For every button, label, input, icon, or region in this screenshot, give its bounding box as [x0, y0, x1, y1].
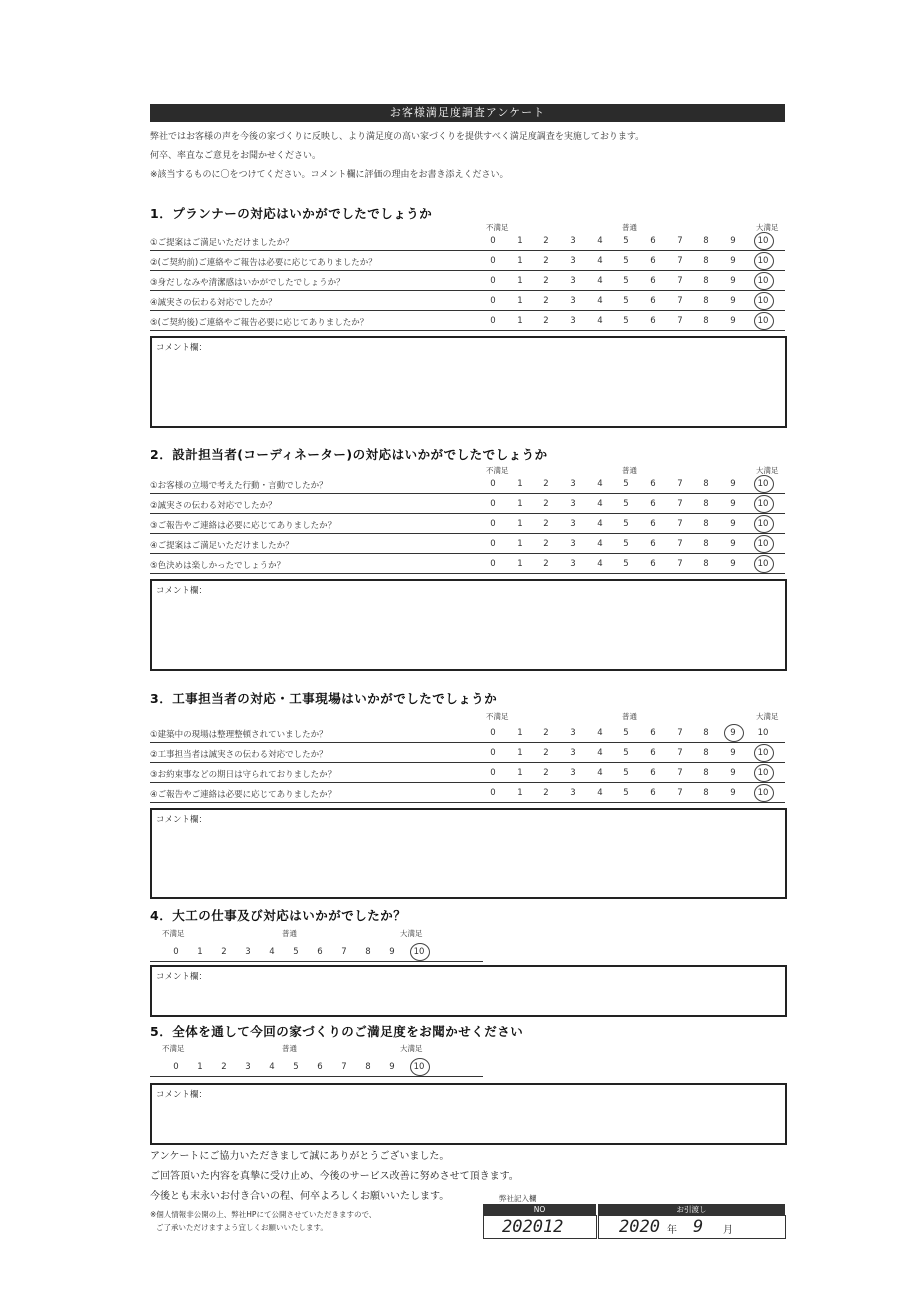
- rating-option-8[interactable]: 8: [703, 236, 709, 246]
- rating-option-3[interactable]: 3: [570, 296, 576, 306]
- rating-option-8[interactable]: 8: [703, 768, 709, 778]
- rating-option-5[interactable]: 5: [623, 768, 629, 778]
- section-4-high-label: 大満足: [400, 929, 423, 938]
- rating-option-1[interactable]: 1: [517, 499, 523, 509]
- question-text: ①ご提案はご満足いただけましたか？: [150, 238, 294, 248]
- rating-option-5[interactable]: 5: [623, 499, 629, 509]
- rating-option-8[interactable]: 8: [703, 256, 709, 266]
- question-row: [150, 783, 785, 803]
- question-text: ②誠実さの伝わる対応でしたか？: [150, 501, 277, 511]
- rating-option-7[interactable]: 7: [341, 1062, 347, 1072]
- question-text: ④誠実さの伝わる対応でしたか？: [150, 298, 277, 308]
- rating-option-3[interactable]: 3: [570, 499, 576, 509]
- rating-option-1[interactable]: 1: [517, 316, 523, 326]
- rating-option-6[interactable]: 6: [650, 316, 656, 326]
- footer-regards: 今後とも末永いお付き合いの程、何卒よろしくお願いいたします。: [150, 1191, 450, 1202]
- rating-option-7[interactable]: 7: [677, 479, 683, 489]
- rating-option-8[interactable]: 8: [365, 947, 371, 957]
- section-2-comment-box[interactable]: [150, 579, 787, 671]
- rating-option-8[interactable]: 8: [703, 519, 709, 529]
- rating-option-6[interactable]: 6: [650, 296, 656, 306]
- rating-option-7[interactable]: 7: [677, 539, 683, 549]
- rating-option-9[interactable]: 9: [730, 276, 736, 286]
- question-row: [150, 534, 785, 554]
- rating-option-1[interactable]: 1: [517, 768, 523, 778]
- rating-option-3[interactable]: 3: [245, 947, 251, 957]
- rating-option-6[interactable]: 6: [650, 519, 656, 529]
- rating-option-2[interactable]: 2: [543, 236, 549, 246]
- rating-option-4[interactable]: 4: [597, 748, 603, 758]
- rating-option-4[interactable]: 4: [597, 728, 603, 738]
- rating-option-10[interactable]: 10: [757, 479, 769, 489]
- rating-option-0[interactable]: 0: [173, 947, 179, 957]
- rating-option-1[interactable]: 1: [197, 947, 203, 957]
- rating-option-1[interactable]: 1: [517, 479, 523, 489]
- rating-option-10[interactable]: 10: [757, 559, 769, 569]
- office-use-label: 弊社記入欄: [499, 1194, 537, 1203]
- rating-option-1[interactable]: 1: [517, 559, 523, 569]
- rating-option-6[interactable]: 6: [317, 1062, 323, 1072]
- rating-option-5[interactable]: 5: [623, 276, 629, 286]
- selected-rating-circle: [754, 784, 774, 802]
- rating-option-6[interactable]: 6: [650, 748, 656, 758]
- rating-option-4[interactable]: 4: [269, 947, 275, 957]
- rating-option-9[interactable]: 9: [389, 947, 395, 957]
- rating-option-6[interactable]: 6: [317, 947, 323, 957]
- section-3-mid-label: 普通: [622, 712, 637, 721]
- rating-option-1[interactable]: 1: [517, 539, 523, 549]
- rating-option-7[interactable]: 7: [677, 559, 683, 569]
- rating-option-2[interactable]: 2: [543, 728, 549, 738]
- rating-option-5[interactable]: 5: [293, 1062, 299, 1072]
- question-row: [150, 494, 785, 514]
- rating-option-0[interactable]: 0: [490, 296, 496, 306]
- rating-option-1[interactable]: 1: [197, 1062, 203, 1072]
- rating-option-10[interactable]: 10: [757, 316, 769, 326]
- rating-option-2[interactable]: 2: [543, 499, 549, 509]
- rating-option-4[interactable]: 4: [597, 296, 603, 306]
- question-text: ④ご報告やご連絡は必要に応じてありましたか？: [150, 790, 337, 800]
- rating-option-3[interactable]: 3: [570, 768, 576, 778]
- selected-rating-circle: [754, 555, 774, 573]
- rating-option-8[interactable]: 8: [703, 748, 709, 758]
- rating-option-8[interactable]: 8: [703, 728, 709, 738]
- selected-rating-circle: [754, 744, 774, 762]
- rating-option-10[interactable]: 10: [757, 236, 769, 246]
- question-text: ⑤色決めは楽しかったでしょうか？: [150, 561, 286, 571]
- selected-rating-circle: [410, 1058, 430, 1076]
- footer-improve: ご回答頂いた内容を真摯に受け止め、今後のサービス改善に努めさせて頂きます。: [150, 1171, 519, 1182]
- rating-option-3[interactable]: 3: [570, 788, 576, 798]
- selected-rating-circle: [410, 943, 430, 961]
- section-1-comment-box[interactable]: [150, 336, 787, 428]
- section-4-comment-box[interactable]: [150, 965, 787, 1017]
- rating-option-2[interactable]: 2: [543, 256, 549, 266]
- intro-line-3: ※該当するものに〇をつけてください。コメント欄に評価の理由をお書き添えください。: [150, 170, 509, 180]
- no-field[interactable]: [483, 1215, 597, 1239]
- rating-option-7[interactable]: 7: [677, 296, 683, 306]
- rating-option-4[interactable]: 4: [597, 539, 603, 549]
- question-row: [150, 514, 785, 534]
- selected-rating-circle: [754, 272, 774, 290]
- selected-rating-circle: [754, 764, 774, 782]
- section-2-mid-label: 普通: [622, 466, 637, 475]
- rating-option-10[interactable]: 10: [757, 768, 769, 778]
- rating-option-7[interactable]: 7: [677, 519, 683, 529]
- rating-option-5[interactable]: 5: [293, 947, 299, 957]
- rating-option-4[interactable]: 4: [597, 559, 603, 569]
- rating-option-3[interactable]: 3: [570, 256, 576, 266]
- no-value: 202012: [502, 1217, 564, 1237]
- question-text: ⑤(ご契約後)ご連絡やご報告必要に応じてありましたか？: [150, 318, 369, 328]
- section-5-low-label: 不満足: [162, 1044, 185, 1053]
- rating-option-4[interactable]: 4: [597, 256, 603, 266]
- comment-label: コメント欄：: [156, 1090, 208, 1100]
- comment-label: コメント欄：: [156, 972, 208, 982]
- rating-option-1[interactable]: 1: [517, 728, 523, 738]
- rating-option-5[interactable]: 5: [623, 748, 629, 758]
- section-4-mid-label: 普通: [282, 929, 297, 938]
- rating-option-3[interactable]: 3: [570, 316, 576, 326]
- rating-option-9[interactable]: 9: [730, 479, 736, 489]
- privacy-note-2: ご了承いただけますよう宜しくお願いいたします。: [156, 1223, 328, 1232]
- section-2-title: 2．設計担当者(コーディネーター)の対応はいかがでしたでしょうか: [150, 447, 548, 462]
- rating-option-4[interactable]: 4: [597, 316, 603, 326]
- rating-option-10[interactable]: 10: [757, 499, 769, 509]
- section-3-high-label: 大満足: [756, 712, 779, 721]
- question-row: [150, 231, 785, 251]
- section-1-mid-label: 普通: [622, 223, 637, 232]
- rating-option-10[interactable]: 10: [757, 788, 769, 798]
- rating-option-3[interactable]: 3: [570, 748, 576, 758]
- month-unit: 月: [723, 1225, 733, 1236]
- rating-option-0[interactable]: 0: [490, 316, 496, 326]
- rating-option-0[interactable]: 0: [490, 256, 496, 266]
- rating-option-6[interactable]: 6: [650, 788, 656, 798]
- rating-option-3[interactable]: 3: [570, 728, 576, 738]
- rating-option-1[interactable]: 1: [517, 256, 523, 266]
- rating-option-10[interactable]: 10: [757, 256, 769, 266]
- rating-option-9[interactable]: 9: [730, 256, 736, 266]
- question-text: ③身だしなみや清潔感はいかがでしたでしょうか？: [150, 278, 345, 288]
- rating-option-10[interactable]: 10: [413, 947, 425, 957]
- question-row: [150, 311, 785, 331]
- rating-option-6[interactable]: 6: [650, 728, 656, 738]
- rating-option-6[interactable]: 6: [650, 559, 656, 569]
- rating-option-2[interactable]: 2: [543, 276, 549, 286]
- rating-option-10[interactable]: 10: [413, 1062, 425, 1072]
- question-text: ②工事担当者は誠実さの伝わる対応でしたか？: [150, 750, 328, 760]
- selected-rating-circle: [724, 724, 744, 742]
- rating-option-4[interactable]: 4: [597, 519, 603, 529]
- rating-option-4[interactable]: 4: [597, 479, 603, 489]
- rating-option-5[interactable]: 5: [623, 296, 629, 306]
- rating-option-9[interactable]: 9: [730, 316, 736, 326]
- selected-rating-circle: [754, 292, 774, 310]
- selected-rating-circle: [754, 232, 774, 250]
- question-text: ②(ご契約前)ご連絡やご報告は必要に応じてありましたか？: [150, 258, 377, 268]
- rating-option-3[interactable]: 3: [570, 236, 576, 246]
- rating-option-5[interactable]: 5: [623, 728, 629, 738]
- rating-option-3[interactable]: 3: [245, 1062, 251, 1072]
- rating-option-7[interactable]: 7: [677, 748, 683, 758]
- rating-option-10[interactable]: 10: [757, 519, 769, 529]
- rating-option-0[interactable]: 0: [490, 479, 496, 489]
- rating-option-5[interactable]: 5: [623, 256, 629, 266]
- rating-option-1[interactable]: 1: [517, 296, 523, 306]
- rating-option-9[interactable]: 9: [730, 539, 736, 549]
- year-unit: 年: [667, 1225, 677, 1236]
- rating-option-2[interactable]: 2: [543, 559, 549, 569]
- rating-option-2[interactable]: 2: [543, 296, 549, 306]
- rating-option-9[interactable]: 9: [730, 748, 736, 758]
- selected-rating-circle: [754, 312, 774, 330]
- rating-option-8[interactable]: 8: [703, 559, 709, 569]
- rating-option-2[interactable]: 2: [543, 519, 549, 529]
- rating-option-0[interactable]: 0: [173, 1062, 179, 1072]
- section-2-low-label: 不満足: [486, 466, 509, 475]
- rating-option-10[interactable]: 10: [757, 296, 769, 306]
- rating-option-3[interactable]: 3: [570, 479, 576, 489]
- rating-option-7[interactable]: 7: [677, 728, 683, 738]
- rating-option-10[interactable]: 10: [757, 539, 769, 549]
- section-3-comment-box[interactable]: [150, 808, 787, 899]
- question-text: ③お約束事などの期日は守られておりましたか？: [150, 770, 337, 780]
- rating-option-7[interactable]: 7: [677, 768, 683, 778]
- rating-option-2[interactable]: 2: [221, 1062, 227, 1072]
- rating-option-9[interactable]: 9: [389, 1062, 395, 1072]
- section-2-high-label: 大満足: [756, 466, 779, 475]
- rating-option-8[interactable]: 8: [703, 539, 709, 549]
- rating-option-8[interactable]: 8: [703, 479, 709, 489]
- rating-option-2[interactable]: 2: [543, 316, 549, 326]
- rating-option-5[interactable]: 5: [623, 316, 629, 326]
- section-3-title: 3．工事担当者の対応・工事現場はいかがでしたでしょうか: [150, 691, 498, 706]
- section-5-comment-box[interactable]: [150, 1083, 787, 1145]
- rating-option-7[interactable]: 7: [677, 276, 683, 286]
- rating-option-9[interactable]: 9: [730, 296, 736, 306]
- section-3-low-label: 不満足: [486, 712, 509, 721]
- rating-option-4[interactable]: 4: [597, 276, 603, 286]
- rating-option-9[interactable]: 9: [730, 499, 736, 509]
- question-row: [150, 251, 785, 271]
- section-5-high-label: 大満足: [400, 1044, 423, 1053]
- rating-option-8[interactable]: 8: [703, 316, 709, 326]
- rating-option-0[interactable]: 0: [490, 539, 496, 549]
- rating-option-8[interactable]: 8: [703, 499, 709, 509]
- intro-line-1: 弊社ではお客様の声を今後の家づくりに反映し、より満足度の高い家づくりを提供すべく満足度調査を実施しております。: [150, 132, 645, 142]
- rating-option-7[interactable]: 7: [677, 788, 683, 798]
- rating-option-4[interactable]: 4: [597, 788, 603, 798]
- rating-option-0[interactable]: 0: [490, 728, 496, 738]
- rating-option-8[interactable]: 8: [365, 1062, 371, 1072]
- selected-rating-circle: [754, 475, 774, 493]
- rating-option-2[interactable]: 2: [543, 788, 549, 798]
- rating-option-9[interactable]: 9: [730, 728, 736, 738]
- footer-thanks: アンケートにご協力いただきまして誠にありがとうございました。: [150, 1151, 450, 1162]
- rating-option-5[interactable]: 5: [623, 788, 629, 798]
- rating-option-3[interactable]: 3: [570, 539, 576, 549]
- handover-month: 9: [693, 1217, 704, 1237]
- section-5-title: 5．全体を通して今回の家づくりのご満足度をお聞かせください: [150, 1024, 524, 1039]
- rating-option-10[interactable]: 10: [757, 728, 769, 738]
- rating-option-3[interactable]: 3: [570, 519, 576, 529]
- section-4-scale-row: [150, 942, 483, 962]
- privacy-note-1: ※個人情報非公開の上、弊社HPにて公開させていただきますので、: [150, 1210, 377, 1219]
- question-row: [150, 271, 785, 291]
- rating-option-9[interactable]: 9: [730, 519, 736, 529]
- rating-option-7[interactable]: 7: [677, 256, 683, 266]
- rating-option-1[interactable]: 1: [517, 788, 523, 798]
- rating-option-6[interactable]: 6: [650, 539, 656, 549]
- rating-option-9[interactable]: 9: [730, 788, 736, 798]
- rating-option-6[interactable]: 6: [650, 768, 656, 778]
- rating-option-6[interactable]: 6: [650, 276, 656, 286]
- section-5-scale-row: [150, 1057, 483, 1077]
- rating-option-9[interactable]: 9: [730, 236, 736, 246]
- question-text: ①お客様の立場で考えた行動・言動でしたか？: [150, 481, 328, 491]
- rating-option-2[interactable]: 2: [543, 768, 549, 778]
- rating-option-4[interactable]: 4: [597, 499, 603, 509]
- rating-option-6[interactable]: 6: [650, 479, 656, 489]
- selected-rating-circle: [754, 515, 774, 533]
- rating-option-7[interactable]: 7: [341, 947, 347, 957]
- rating-option-0[interactable]: 0: [490, 768, 496, 778]
- rating-option-1[interactable]: 1: [517, 748, 523, 758]
- section-4-low-label: 不満足: [162, 929, 185, 938]
- question-row: [150, 554, 785, 574]
- rating-option-6[interactable]: 6: [650, 256, 656, 266]
- intro-line-2: 何卒、率直なご意見をお聞かせください。: [150, 151, 322, 161]
- selected-rating-circle: [754, 252, 774, 270]
- rating-option-2[interactable]: 2: [221, 947, 227, 957]
- rating-option-5[interactable]: 5: [623, 539, 629, 549]
- rating-option-0[interactable]: 0: [490, 788, 496, 798]
- question-row: [150, 763, 785, 783]
- comment-label: コメント欄：: [156, 343, 208, 353]
- rating-option-5[interactable]: 5: [623, 519, 629, 529]
- rating-option-2[interactable]: 2: [543, 479, 549, 489]
- selected-rating-circle: [754, 495, 774, 513]
- rating-option-6[interactable]: 6: [650, 236, 656, 246]
- rating-option-2[interactable]: 2: [543, 539, 549, 549]
- section-4-title: 4．大工の仕事及び対応はいかがでしたか？: [150, 908, 407, 923]
- rating-option-8[interactable]: 8: [703, 296, 709, 306]
- rating-option-4[interactable]: 4: [597, 236, 603, 246]
- section-1-high-label: 大満足: [756, 223, 779, 232]
- rating-option-5[interactable]: 5: [623, 479, 629, 489]
- rating-option-6[interactable]: 6: [650, 499, 656, 509]
- comment-label: コメント欄：: [156, 815, 208, 825]
- rating-option-3[interactable]: 3: [570, 276, 576, 286]
- rating-option-1[interactable]: 1: [517, 236, 523, 246]
- rating-option-7[interactable]: 7: [677, 316, 683, 326]
- handover-year: 2020: [619, 1217, 660, 1237]
- section-5-mid-label: 普通: [282, 1044, 297, 1053]
- rating-option-1[interactable]: 1: [517, 519, 523, 529]
- rating-option-4[interactable]: 4: [597, 768, 603, 778]
- question-text: ④ご提案はご満足いただけましたか？: [150, 541, 294, 551]
- rating-option-3[interactable]: 3: [570, 559, 576, 569]
- question-row: [150, 291, 785, 311]
- rating-option-9[interactable]: 9: [730, 559, 736, 569]
- question-text: ③ご報告やご連絡は必要に応じてありましたか？: [150, 521, 337, 531]
- question-row: [150, 743, 785, 763]
- comment-label: コメント欄：: [156, 586, 208, 596]
- selected-rating-circle: [754, 535, 774, 553]
- rating-option-0[interactable]: 0: [490, 748, 496, 758]
- rating-option-7[interactable]: 7: [677, 236, 683, 246]
- rating-option-0[interactable]: 0: [490, 236, 496, 246]
- handover-header: お引渡し: [598, 1204, 785, 1215]
- survey-title: お客様満足度調査アンケート: [150, 104, 785, 122]
- rating-option-0[interactable]: 0: [490, 519, 496, 529]
- rating-option-10[interactable]: 10: [757, 276, 769, 286]
- rating-option-0[interactable]: 0: [490, 559, 496, 569]
- rating-option-1[interactable]: 1: [517, 276, 523, 286]
- rating-option-8[interactable]: 8: [703, 276, 709, 286]
- section-1-low-label: 不満足: [486, 223, 509, 232]
- section-1-title: 1．プランナーの対応はいかがでしたでしょうか: [150, 206, 433, 221]
- rating-option-8[interactable]: 8: [703, 788, 709, 798]
- no-header: NO: [483, 1204, 596, 1215]
- rating-option-7[interactable]: 7: [677, 499, 683, 509]
- handover-field[interactable]: [598, 1215, 786, 1239]
- rating-option-0[interactable]: 0: [490, 276, 496, 286]
- rating-option-2[interactable]: 2: [543, 748, 549, 758]
- question-row: [150, 723, 785, 743]
- rating-option-9[interactable]: 9: [730, 768, 736, 778]
- rating-option-4[interactable]: 4: [269, 1062, 275, 1072]
- question-text: ①建築中の現場は整理整頓されていましたか？: [150, 730, 328, 740]
- rating-option-5[interactable]: 5: [623, 559, 629, 569]
- question-row: [150, 474, 785, 494]
- rating-option-0[interactable]: 0: [490, 499, 496, 509]
- rating-option-5[interactable]: 5: [623, 236, 629, 246]
- rating-option-10[interactable]: 10: [757, 748, 769, 758]
